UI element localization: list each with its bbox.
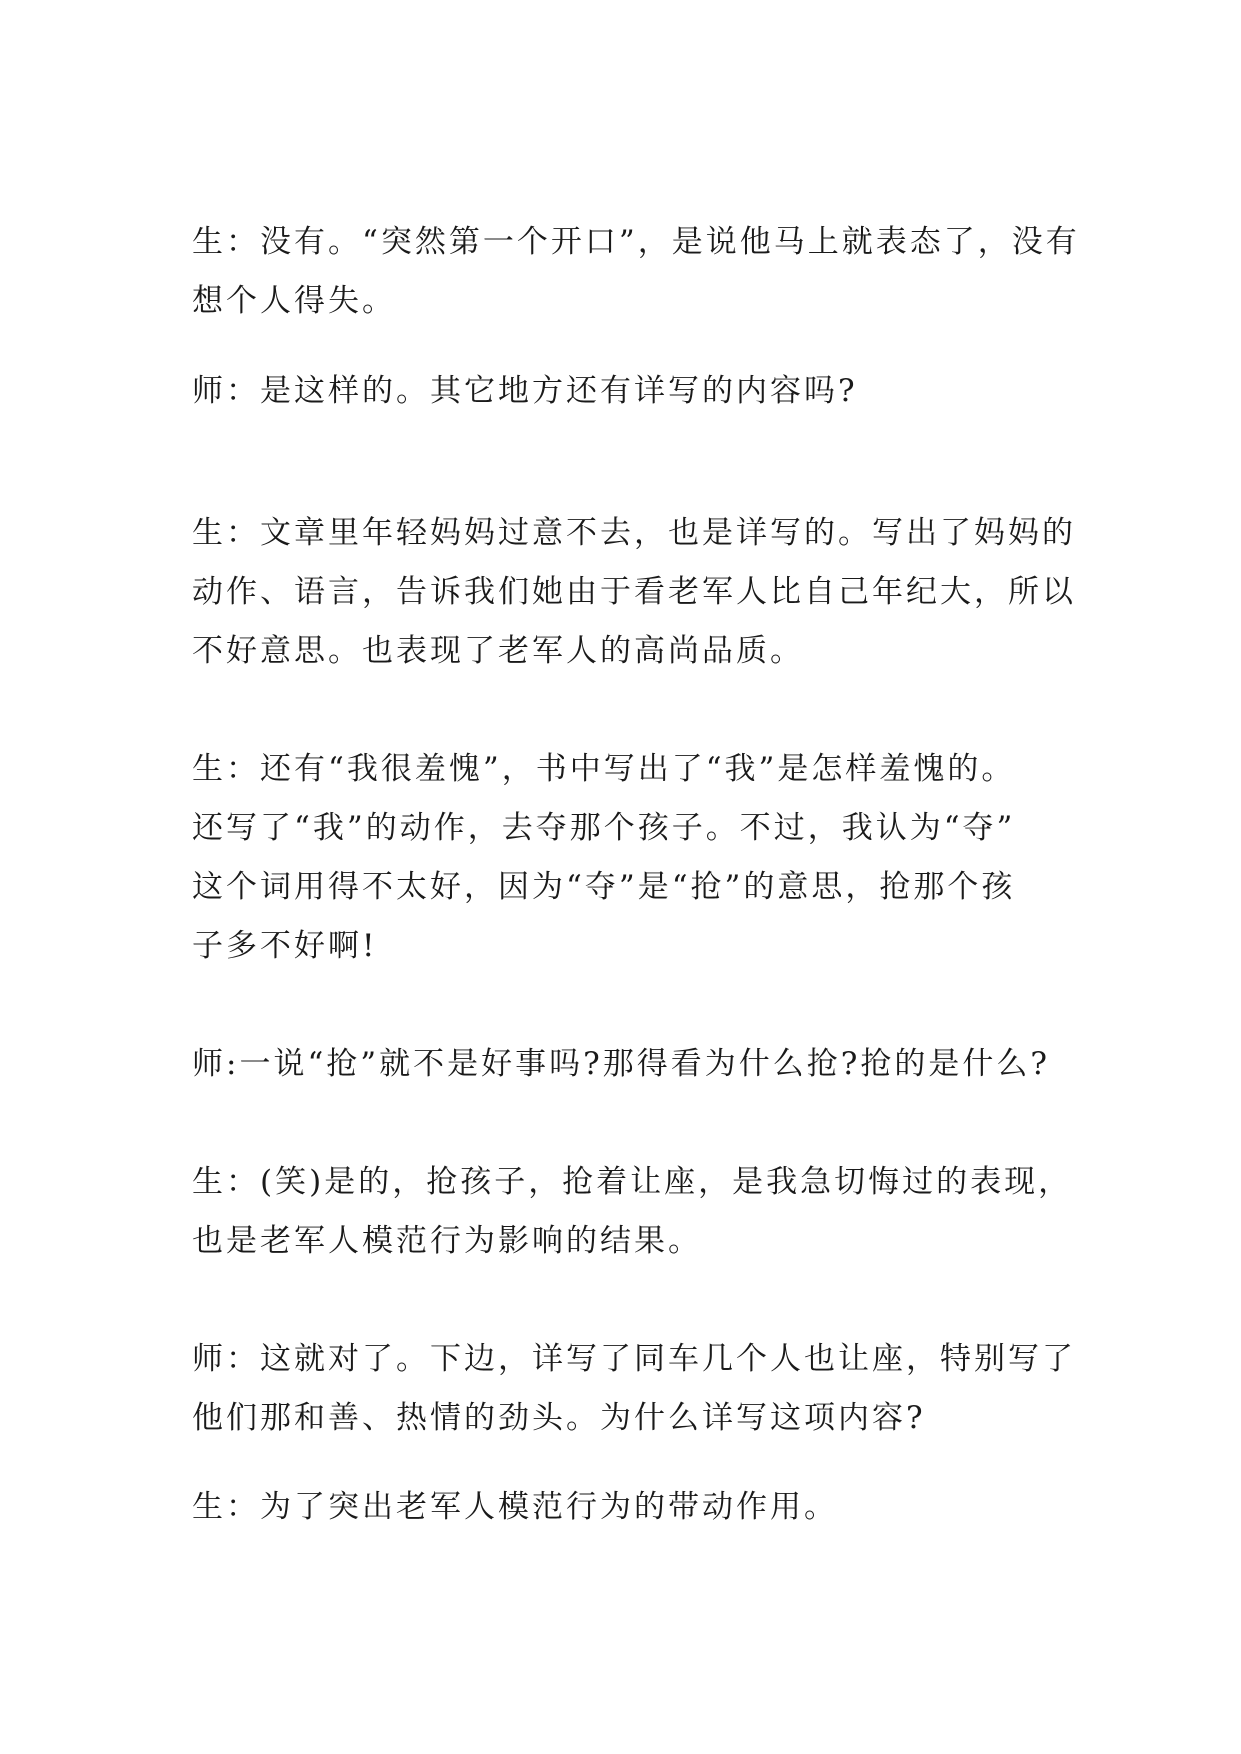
text-line: 生：文章里年轻妈妈过意不去，也是详写的。写出了妈妈的 [192,515,1076,551]
text-line: 子多不好啊! [192,928,378,964]
dialogue-paragraph [192,1478,1072,1537]
text-line: 师：是这样的。其它地方还有详写的内容吗? [192,373,858,409]
text-line: 他们那和善、热情的劲头。为什么详写这项内容? [192,1400,926,1436]
text-line: 不好意思。也表现了老军人的高尚品质。 [192,633,804,669]
text-line: 还写了“我”的动作，去夺那个孩子。不过，我认为“夺” [192,810,1016,846]
dialogue-paragraph [192,362,1072,421]
text-line: 师：这就对了。下边，详写了同车几个人也让座，特别写了 [192,1341,1076,1377]
text-line: 生：(笑)是的，抢孩子，抢着让座，是我急切悔过的表现， [192,1164,1073,1200]
text-line: 生：为了突出老军人模范行为的带动作用。 [192,1489,838,1525]
dialogue-paragraph [192,1330,1076,1448]
dialogue-paragraph [192,1035,1072,1094]
text-line: 想个人得失。 [192,283,396,319]
text-line: 也是老军人模范行为影响的结果。 [192,1223,702,1259]
dialogue-paragraph [192,740,1072,976]
dialogue-paragraph [192,213,1080,331]
text-line: 这个词用得不太好，因为“夺”是“抢”的意思，抢那个孩 [192,869,1016,905]
text-line: 师:一说“抢”就不是好事吗?那得看为什么抢?抢的是什么? [192,1046,1050,1082]
text-line: 生：还有“我很羞愧”，书中写出了“我”是怎样羞愧的。 [192,751,1016,787]
text-line: 动作、语言，告诉我们她由于看老军人比自己年纪大，所以 [192,574,1076,610]
dialogue-paragraph [192,1153,1072,1271]
dialogue-paragraph [192,504,1076,681]
text-line: 生：没有。“突然第一个开口”，是说他马上就表态了，没有 [192,224,1080,260]
